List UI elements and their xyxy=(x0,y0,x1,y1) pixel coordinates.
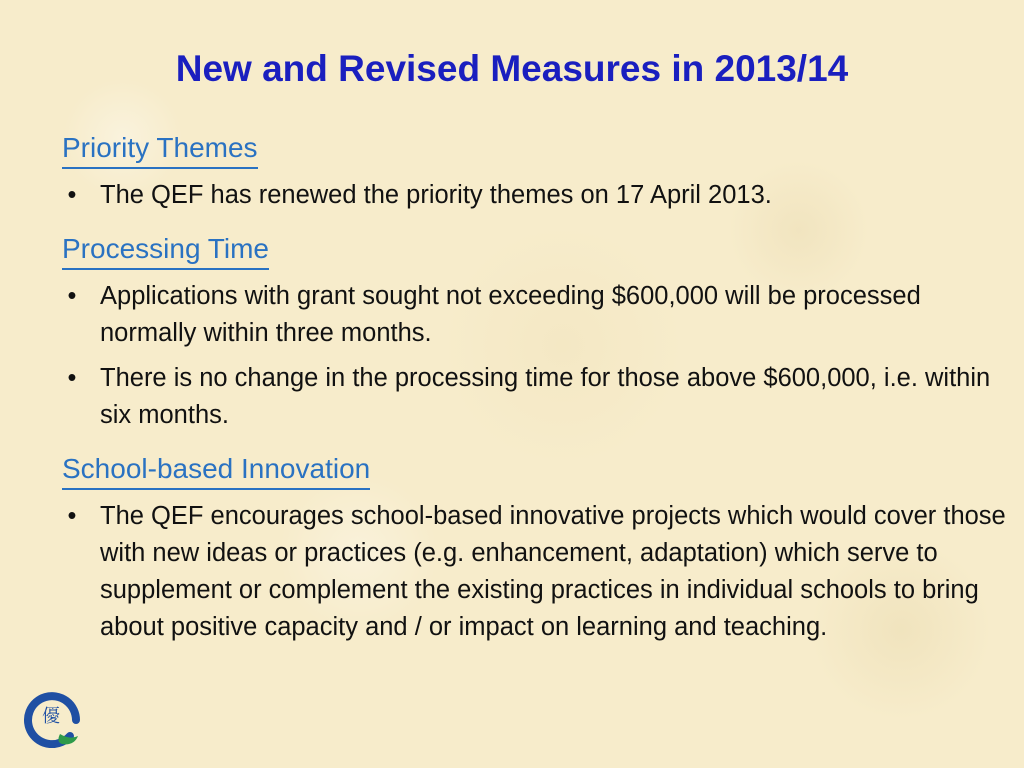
logo-glyph: 優 xyxy=(42,706,60,727)
bullet-text: The QEF has renewed the priority themes on 17 April 2013. xyxy=(100,181,772,209)
bullet-text: The QEF encourages school-based innovative projects which would cover those with new ideas or practices (e.g. enhancement, adaptation) which serve to supplement or complement the existing practices in individual schools to bring about positive capacity and / or impact on learning and teaching. xyxy=(100,502,1006,641)
bullet-item xyxy=(62,360,1007,434)
slide-title: New and Revised Measures in 2013/14 xyxy=(175,48,849,89)
bullet-list xyxy=(62,278,1007,434)
bullet-text: There is no change in the processing time for those above $600,000, i.e. within six months. xyxy=(100,364,991,429)
section-processing-time xyxy=(62,232,1007,434)
bullet-icon: • xyxy=(67,181,77,209)
bullet-item xyxy=(62,177,1007,214)
slide-content xyxy=(62,131,1007,664)
bullet-icon: • xyxy=(67,502,77,530)
bullet-icon: • xyxy=(67,364,77,392)
bullet-item xyxy=(62,498,1007,646)
qef-logo-icon xyxy=(24,686,82,748)
bullet-list xyxy=(62,498,1007,646)
section-heading: School-based Innovation xyxy=(62,452,370,490)
bullet-item xyxy=(62,278,1007,352)
bullet-text: Applications with grant sought not exceeding $600,000 will be processed normally within three months. xyxy=(100,282,921,347)
bullet-list xyxy=(62,177,1007,214)
section-priority-themes xyxy=(62,131,1007,214)
bullet-icon: • xyxy=(67,282,77,310)
section-heading: Priority Themes xyxy=(62,131,258,169)
section-heading: Processing Time xyxy=(62,232,269,270)
section-school-based-innovation xyxy=(62,452,1007,646)
